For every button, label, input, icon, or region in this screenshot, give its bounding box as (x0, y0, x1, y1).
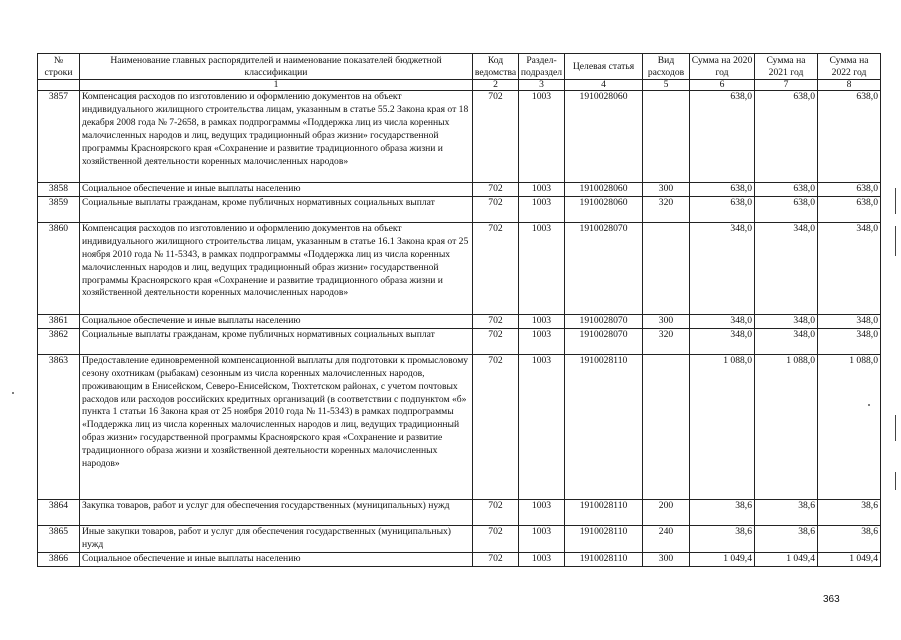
row-number: 3858 (38, 183, 80, 197)
row-number: 3866 (38, 552, 80, 566)
row-expense-type: 320 (643, 196, 690, 222)
row-section: 1003 (519, 196, 565, 222)
row-number: 3857 (38, 91, 80, 183)
row-sum-2021: 1 049,4 (755, 552, 818, 566)
row-dept-code: 702 (473, 222, 519, 314)
row-section: 1003 (519, 183, 565, 197)
row-sum-2022: 38,6 (818, 525, 881, 552)
row-sum-2021: 1 088,0 (755, 354, 818, 499)
row-sum-2020: 348,0 (690, 328, 755, 354)
row-sum-2021: 38,6 (755, 499, 818, 525)
table-row (38, 328, 881, 354)
column-number: 7 (755, 80, 818, 91)
table-row (38, 525, 881, 552)
table-row (38, 196, 881, 222)
table-row (38, 91, 881, 183)
row-target-article: 1910028110 (565, 525, 643, 552)
header-sum-2021: Сумма на 2021 год (755, 54, 818, 80)
row-number: 3865 (38, 525, 80, 552)
row-sum-2020: 638,0 (690, 183, 755, 197)
table-row (38, 354, 881, 499)
row-sum-2022: 348,0 (818, 222, 881, 314)
header-dept: Код ведомства (473, 54, 519, 80)
row-name: Предоставление единовременной компенсационной выплаты для подготовки к промысловому сезону охотникам (рыбакам) сезонным из числа коренных малочисленных народов, проживающим в Енисейском, Северо-Енисейском, Тюхтетском районах, с учетом почтовых расходов или расходов российских кредитных организаций (в соответствии с подпунктом «б» пункта 1 статьи 16 Закона края от 25 ноября 2010 года № 11-5343) в рамках подпрограммы «Поддержка лиц из числа коренных малочисленных народов и лиц, ведущих традиционный образ жизни» государственной программы Красноярского края «Сохранение и развитие традиционного образа жизни и хозяйственной деятельности коренных малочисленных народов» (80, 354, 473, 499)
row-name: Закупка товаров, работ и услуг для обеспечения государственных (муниципальных) нужд (80, 499, 473, 525)
row-name: Компенсация расходов по изготовлению и оформлению документов на объект индивидуального жилищного строительства лицам, указанным в статье 55.2 Закона края от 18 декабря 2008 года № 7-2658, в рамках подпрограммы «Поддержка лиц из числа коренных малочисленных народов и лиц, ведущих традиционный образ жизни» государственной программы Красноярского края «Сохранение и развитие традиционного образа жизни и хозяйственной деятельности коренных малочисленных народов» (80, 91, 473, 183)
row-section: 1003 (519, 91, 565, 183)
header-row (38, 54, 881, 80)
scan-edge-mark (895, 226, 896, 256)
row-number: 3860 (38, 222, 80, 314)
row-dept-code: 702 (473, 183, 519, 197)
row-sum-2020: 348,0 (690, 222, 755, 314)
row-section: 1003 (519, 222, 565, 314)
row-sum-2021: 638,0 (755, 91, 818, 183)
header-sum-2020: Сумма на 2020 год (690, 54, 755, 80)
row-name: Компенсация расходов по изготовлению и оформлению документов на объект индивидуального жилищного строительства лицам, указанным в статье 16.1 Закона края от 25 ноября 2010 года № 11-5343, в рамках подпрограммы «Поддержка лиц из числа коренных малочисленных народов и лиц, ведущих традиционный образ жизни» государственной программы Красноярского края «Сохранение и развитие традиционного образа жизни и хозяйственной деятельности коренных малочисленных народов» (80, 222, 473, 314)
row-dept-code: 702 (473, 91, 519, 183)
row-dept-code: 702 (473, 314, 519, 328)
row-expense-type: 320 (643, 328, 690, 354)
row-number: 3861 (38, 314, 80, 328)
row-target-article: 1910028060 (565, 196, 643, 222)
row-sum-2022: 348,0 (818, 314, 881, 328)
scan-edge-mark (895, 188, 896, 214)
row-sum-2021: 348,0 (755, 314, 818, 328)
row-sum-2021: 348,0 (755, 222, 818, 314)
header-row-no: № строки (38, 54, 80, 80)
row-sum-2022: 38,6 (818, 499, 881, 525)
row-sum-2022: 1 088,0 (818, 354, 881, 499)
row-sum-2020: 638,0 (690, 91, 755, 183)
row-expense-type: 200 (643, 499, 690, 525)
row-number: 3863 (38, 354, 80, 499)
row-name: Иные закупки товаров, работ и услуг для обеспечения государственных (муниципальных) нужд (80, 525, 473, 552)
row-dept-code: 702 (473, 499, 519, 525)
row-sum-2022: 638,0 (818, 183, 881, 197)
header-sum-2022: Сумма на 2022 год (818, 54, 881, 80)
row-dept-code: 702 (473, 354, 519, 499)
table-row (38, 552, 881, 566)
column-number: 1 (80, 80, 473, 91)
row-sum-2021: 38,6 (755, 525, 818, 552)
row-sum-2020: 348,0 (690, 314, 755, 328)
row-sum-2020: 38,6 (690, 499, 755, 525)
table-row (38, 499, 881, 525)
row-section: 1003 (519, 525, 565, 552)
row-target-article: 1910028070 (565, 328, 643, 354)
column-number-empty (38, 80, 80, 91)
row-section: 1003 (519, 328, 565, 354)
row-number: 3859 (38, 196, 80, 222)
budget-table (37, 53, 881, 567)
row-sum-2022: 1 049,4 (818, 552, 881, 566)
header-target: Целевая статья (565, 54, 643, 80)
row-target-article: 1910028070 (565, 222, 643, 314)
header-section: Раздел-подраздел (519, 54, 565, 80)
scan-speck (868, 404, 870, 406)
row-target-article: 1910028070 (565, 314, 643, 328)
row-target-article: 1910028060 (565, 91, 643, 183)
row-section: 1003 (519, 552, 565, 566)
row-name: Социальные выплаты гражданам, кроме публичных нормативных социальных выплат (80, 196, 473, 222)
row-section: 1003 (519, 314, 565, 328)
row-name: Социальное обеспечение и иные выплаты населению (80, 183, 473, 197)
table-row (38, 314, 881, 328)
column-number: 6 (690, 80, 755, 91)
column-number: 4 (565, 80, 643, 91)
row-target-article: 1910028110 (565, 354, 643, 499)
row-section: 1003 (519, 499, 565, 525)
page-number: 363 (823, 594, 840, 605)
row-dept-code: 702 (473, 328, 519, 354)
row-sum-2020: 1 088,0 (690, 354, 755, 499)
row-section: 1003 (519, 354, 565, 499)
row-name: Социальные выплаты гражданам, кроме публичных нормативных социальных выплат (80, 328, 473, 354)
table-row (38, 222, 881, 314)
scan-edge-mark (895, 415, 896, 441)
row-sum-2020: 38,6 (690, 525, 755, 552)
column-number: 8 (818, 80, 881, 91)
row-sum-2021: 348,0 (755, 328, 818, 354)
row-sum-2022: 348,0 (818, 328, 881, 354)
header-name: Наименование главных распорядителей и наименование показателей бюджетной классификации (80, 54, 473, 80)
row-target-article: 1910028110 (565, 552, 643, 566)
row-sum-2021: 638,0 (755, 196, 818, 222)
scan-edge-mark (895, 472, 896, 490)
row-target-article: 1910028110 (565, 499, 643, 525)
column-number: 2 (473, 80, 519, 91)
row-sum-2022: 638,0 (818, 91, 881, 183)
row-expense-type: 300 (643, 552, 690, 566)
row-expense-type: 300 (643, 183, 690, 197)
column-number-row (38, 80, 881, 91)
row-name: Социальное обеспечение и иные выплаты населению (80, 314, 473, 328)
row-expense-type (643, 354, 690, 499)
row-sum-2021: 638,0 (755, 183, 818, 197)
row-expense-type: 240 (643, 525, 690, 552)
table-row (38, 183, 881, 197)
row-dept-code: 702 (473, 525, 519, 552)
row-expense-type (643, 222, 690, 314)
row-expense-type (643, 91, 690, 183)
header-exp-type: Вид расходов (643, 54, 690, 80)
row-dept-code: 702 (473, 552, 519, 566)
row-dept-code: 702 (473, 196, 519, 222)
row-sum-2020: 1 049,4 (690, 552, 755, 566)
row-target-article: 1910028060 (565, 183, 643, 197)
row-expense-type: 300 (643, 314, 690, 328)
column-number: 3 (519, 80, 565, 91)
column-number: 5 (643, 80, 690, 91)
row-name: Социальное обеспечение и иные выплаты населению (80, 552, 473, 566)
row-sum-2020: 638,0 (690, 196, 755, 222)
row-sum-2022: 638,0 (818, 196, 881, 222)
row-number: 3864 (38, 499, 80, 525)
scan-speck (12, 392, 14, 394)
row-number: 3862 (38, 328, 80, 354)
